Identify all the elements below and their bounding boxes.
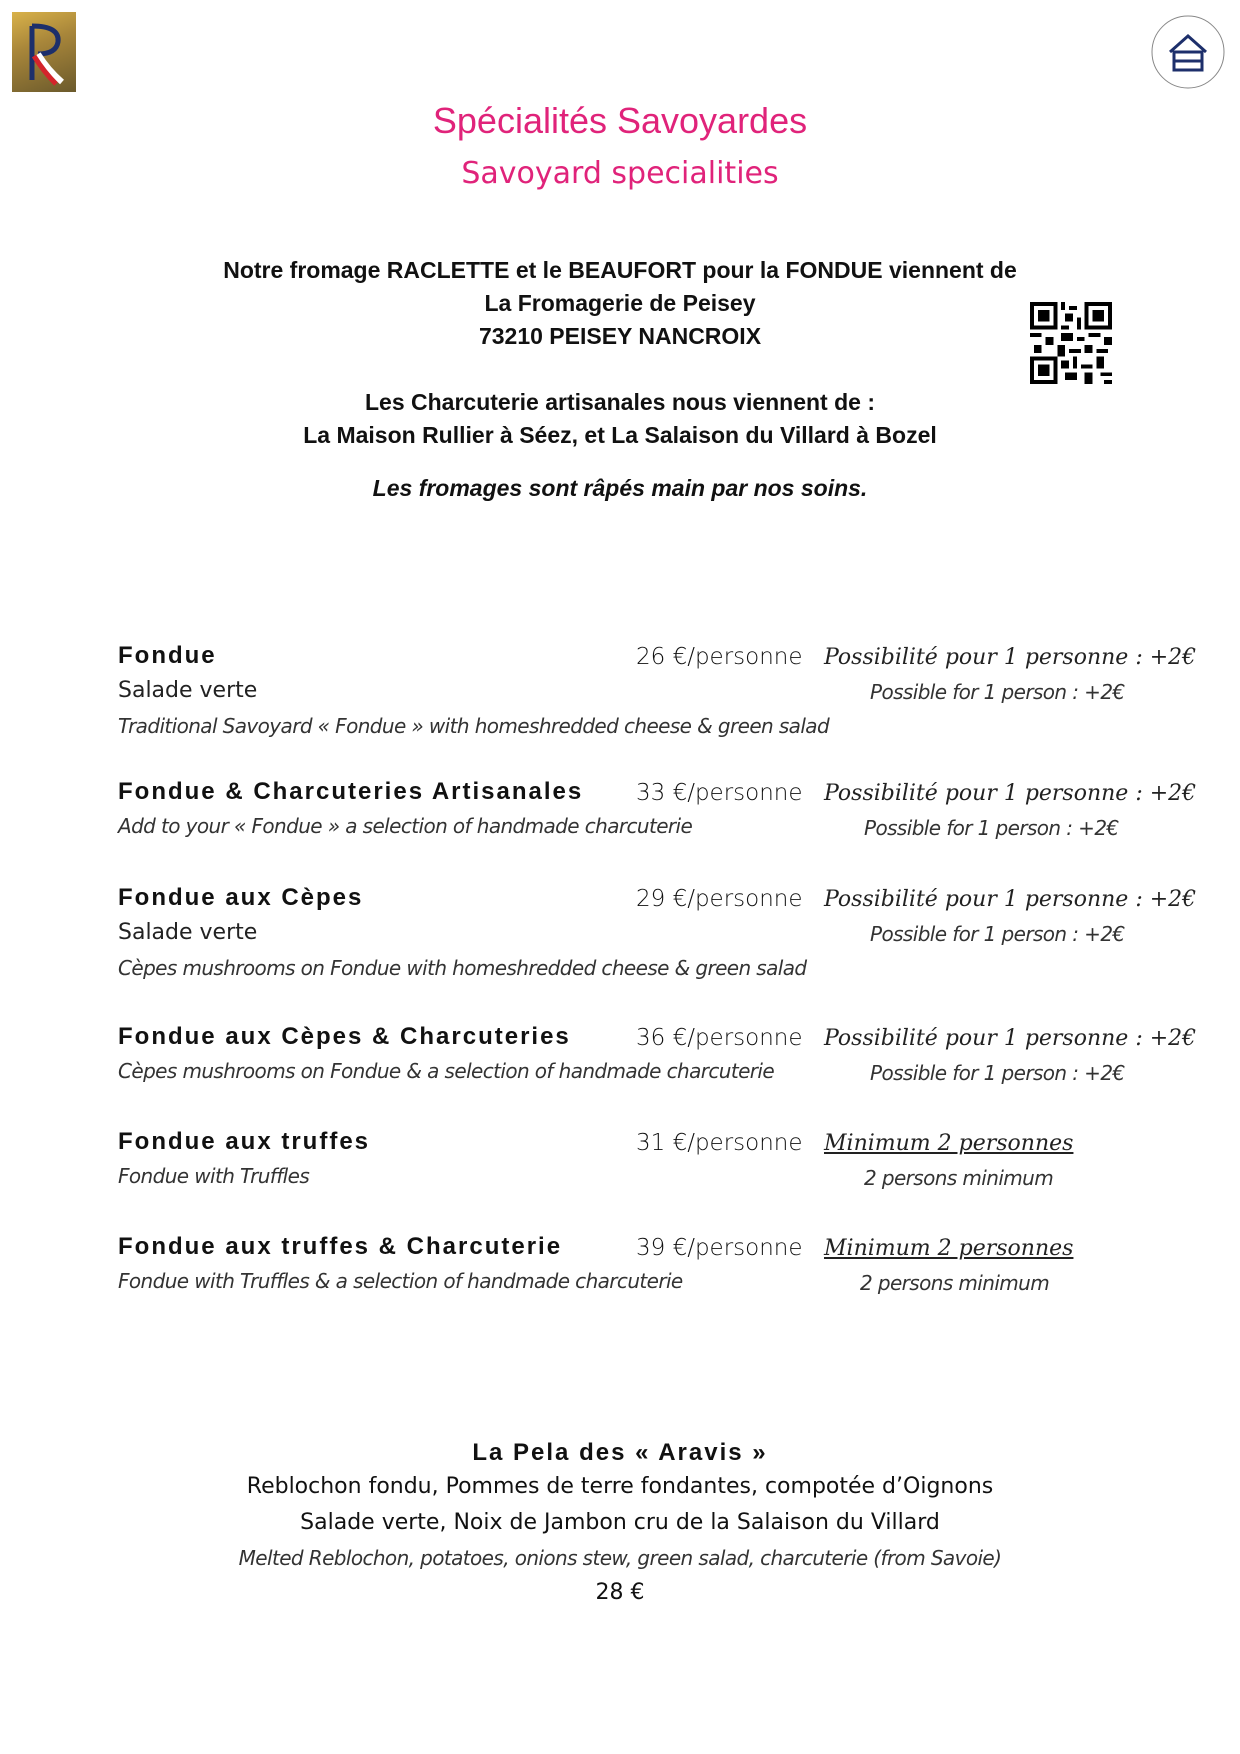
restaurant-logo — [12, 12, 76, 92]
menu-item-price: 26 €/personne — [636, 644, 803, 670]
page-subtitle: Savoyard specialities — [461, 156, 779, 191]
menu-item-price: 33 €/personne — [636, 780, 803, 806]
menu-item-option-fr: Possibilité pour 1 personne : +2€ — [824, 1026, 1197, 1051]
pela-line-1: Reblochon fondu, Pommes de terre fondantes, compotée d’Oignons — [246, 1474, 994, 1499]
menu-item-option-fr: Minimum 2 personnes — [824, 1131, 1074, 1156]
menu-item-option-en: 2 persons minimum — [860, 1271, 1050, 1295]
fait-maison-stamp — [1148, 12, 1228, 92]
qr-code[interactable] — [1030, 302, 1112, 384]
menu-item-option-fr: Possibilité pour 1 personne : +2€ — [824, 887, 1197, 912]
info-line-2: La Fromagerie de Peisey — [484, 290, 756, 316]
menu-item-option-en: Possible for 1 person : +2€ — [864, 816, 1119, 840]
menu-item-desc: Cèpes mushrooms on Fondue with homeshredded cheese & green salad — [118, 956, 807, 980]
menu-item-name: Fondue aux truffes & Charcuterie — [118, 1233, 563, 1260]
menu-item-name: Fondue aux Cèpes & Charcuteries — [118, 1023, 571, 1050]
pela-price: 28 € — [595, 1580, 645, 1605]
menu-item-side: Salade verte — [118, 920, 258, 945]
menu-item-name: Fondue & Charcuteries Artisanales — [118, 778, 584, 805]
info-line-4: Les Charcuterie artisanales nous viennent de : — [365, 389, 875, 415]
menu-item-price: 39 €/personne — [636, 1235, 803, 1261]
menu-item-desc: Cèpes mushrooms on Fondue & a selection of handmade charcuterie — [118, 1059, 775, 1083]
pela-line-en: Melted Reblochon, potatoes, onions stew, green salad, charcuterie (from Savoie) — [238, 1546, 1002, 1570]
menu-item-option-en: Possible for 1 person : +2€ — [870, 680, 1125, 704]
menu-item-option-en: Possible for 1 person : +2€ — [870, 1061, 1125, 1085]
r-logo-icon — [12, 12, 76, 92]
menu-item-name: Fondue aux Cèpes — [118, 884, 364, 911]
menu-item-option-en: 2 persons minimum — [864, 1166, 1054, 1190]
info-line-1: Notre fromage RACLETTE et le BEAUFORT pour la FONDUE viennent de — [223, 257, 1017, 283]
menu-item-name: Fondue aux truffes — [118, 1128, 371, 1155]
menu-item-price: 31 €/personne — [636, 1130, 803, 1156]
menu-item-option-fr: Minimum 2 personnes — [824, 1236, 1074, 1261]
menu-item-option-fr: Possibilité pour 1 personne : +2€ — [824, 781, 1197, 806]
menu-item-price: 36 €/personne — [636, 1025, 803, 1051]
menu-item-side: Salade verte — [118, 678, 258, 703]
menu-item-price: 29 €/personne — [636, 886, 803, 912]
pela-title: La Pela des « Aravis » — [472, 1439, 768, 1466]
menu-item-desc: Fondue with Truffles — [118, 1164, 310, 1188]
info-line-5: La Maison Rullier à Séez, et La Salaison du Villard à Bozel — [303, 422, 937, 448]
house-stamp-icon — [1148, 12, 1228, 92]
menu-item-desc: Add to your « Fondue » a selection of handmade charcuterie — [118, 814, 693, 838]
menu-item-name: Fondue — [118, 642, 217, 669]
info-line-6: Les fromages sont râpés main par nos soins. — [372, 475, 868, 501]
page-title: Spécialités Savoyardes — [432, 100, 808, 141]
menu-item-desc: Fondue with Truffles & a selection of handmade charcuterie — [118, 1269, 683, 1293]
menu-item-option-fr: Possibilité pour 1 personne : +2€ — [824, 645, 1197, 670]
pela-line-2: Salade verte, Noix de Jambon cru de la Salaison du Villard — [300, 1510, 940, 1535]
menu-item-desc: Traditional Savoyard « Fondue » with homeshredded cheese & green salad — [118, 714, 830, 738]
menu-item-option-en: Possible for 1 person : +2€ — [870, 922, 1125, 946]
info-line-3: 73210 PEISEY NANCROIX — [478, 323, 762, 349]
